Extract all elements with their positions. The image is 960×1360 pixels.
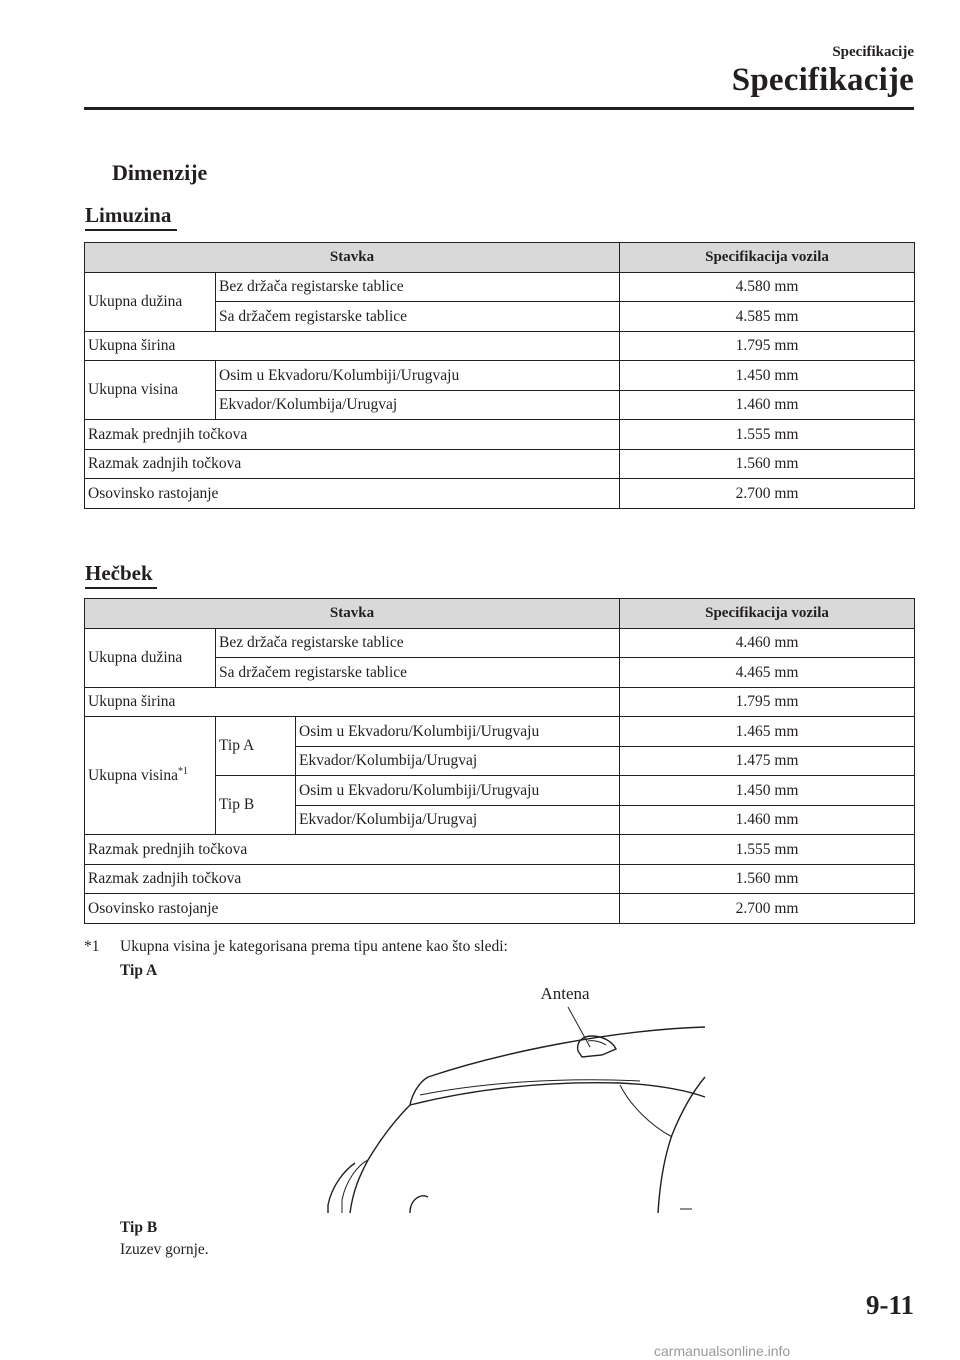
table-row — [85, 272, 915, 302]
footnote-ref: *1 — [177, 766, 188, 778]
spoiler-line — [410, 1083, 705, 1105]
table-header-row — [85, 599, 915, 629]
row-label: Razmak zadnjih točkova — [85, 449, 620, 479]
row-value: 1.460 mm — [620, 805, 915, 835]
row-label: Osovinsko rastojanje — [85, 479, 620, 509]
row-value: 1.560 mm — [620, 449, 915, 479]
row-label — [85, 717, 216, 835]
row-value: 1.560 mm — [620, 864, 915, 894]
table-row — [85, 361, 915, 391]
col-header-item: Stavka — [85, 243, 620, 273]
row-value: 1.475 mm — [620, 746, 915, 776]
tip-b-description: Izuzev gornje. — [120, 1241, 209, 1258]
row-value: 1.460 mm — [620, 390, 915, 420]
running-header-title: Specifikacije — [731, 62, 914, 98]
row-sublabel: Osim u Ekvadoru/Kolumbiji/Urugvaju — [216, 361, 620, 391]
table-row — [85, 894, 915, 924]
table-row — [85, 628, 915, 658]
row-value: 2.700 mm — [620, 894, 915, 924]
row-sublabel: Osim u Ekvadoru/Kolumbiji/Urugvaju — [296, 717, 620, 747]
row-label: Ukupna širina — [85, 331, 620, 361]
footnote-text: Ukupna visina je kategorisana prema tipu antene kao što sledi: — [120, 938, 508, 955]
emblem-curve — [410, 1196, 428, 1213]
subsection-underline — [85, 229, 177, 231]
table-row — [85, 331, 915, 361]
row-value: 4.460 mm — [620, 628, 915, 658]
table-header-row — [85, 243, 915, 273]
antenna-illustration — [320, 985, 710, 1213]
height-label-text: Ukupna visina — [88, 767, 178, 785]
row-value: 4.465 mm — [620, 658, 915, 688]
row-value: 4.580 mm — [620, 272, 915, 302]
tip-b-cell: Tip B — [216, 776, 296, 835]
row-sublabel: Osim u Ekvadoru/Kolumbiji/Urugvaju — [296, 776, 620, 806]
subsection-underline — [85, 587, 157, 589]
row-sublabel: Bez držača registarske tablice — [216, 272, 620, 302]
row-value: 4.585 mm — [620, 302, 915, 332]
col-header-spec: Specifikacija vozila — [620, 243, 915, 273]
tip-b-label: Tip B — [120, 1219, 158, 1236]
subsection-title-limuzina: Limuzina — [85, 203, 172, 227]
row-sublabel: Sa držačem registarske tablice — [216, 302, 620, 332]
row-value: 1.795 mm — [620, 687, 915, 717]
row-sublabel: Ekvador/Kolumbija/Urugvaj — [296, 805, 620, 835]
row-label: Osovinsko rastojanje — [85, 894, 620, 924]
running-header-small: Specifikacije — [832, 44, 914, 60]
row-sublabel: Ekvador/Kolumbija/Urugvaj — [296, 746, 620, 776]
tail-light-line — [620, 1085, 672, 1137]
row-label: Ukupna visina — [85, 361, 216, 420]
row-sublabel: Sa držačem registarske tablice — [216, 658, 620, 688]
row-label: Razmak zadnjih točkova — [85, 864, 620, 894]
roof-line — [428, 1027, 705, 1077]
row-label: Ukupna dužina — [85, 628, 216, 687]
table-row — [85, 835, 915, 865]
col-header-item: Stavka — [85, 599, 620, 629]
antenna-detail — [588, 1041, 606, 1045]
row-value: 2.700 mm — [620, 479, 915, 509]
row-label: Razmak prednjih točkova — [85, 420, 620, 450]
row-value: 1.465 mm — [620, 717, 915, 747]
rear-window-left-edge — [350, 1105, 410, 1213]
header-rule — [84, 107, 914, 110]
table-row — [85, 687, 915, 717]
col-header-spec: Specifikacija vozila — [620, 599, 915, 629]
section-title: Dimenzije — [112, 160, 208, 185]
row-value: 1.555 mm — [620, 420, 915, 450]
subsection-title-hecbek: Hečbek — [85, 561, 153, 585]
table-row — [85, 479, 915, 509]
rear-body-right-edge — [658, 1077, 705, 1213]
table-row — [85, 420, 915, 450]
spoiler-inner-line — [420, 1080, 640, 1095]
watermark: carmanualsonline.info — [654, 1343, 791, 1359]
table-row — [85, 717, 915, 747]
row-value: 1.450 mm — [620, 361, 915, 391]
page-number: 9-11 — [865, 1290, 914, 1320]
row-value: 1.450 mm — [620, 776, 915, 806]
row-label: Ukupna širina — [85, 687, 620, 717]
limuzina-spec-table — [84, 242, 915, 509]
table-row — [85, 449, 915, 479]
row-label: Razmak prednjih točkova — [85, 835, 620, 865]
hecbek-spec-table — [84, 598, 915, 924]
row-label: Ukupna dužina — [85, 272, 216, 331]
row-value: 1.795 mm — [620, 331, 915, 361]
tip-a-cell: Tip A — [216, 717, 296, 776]
antenna-label: Antena — [540, 985, 590, 1003]
tip-a-label: Tip A — [120, 962, 158, 979]
row-value: 1.555 mm — [620, 835, 915, 865]
footnote-mark: *1 — [84, 938, 100, 955]
row-sublabel: Bez držača registarske tablice — [216, 628, 620, 658]
table-row — [85, 864, 915, 894]
row-sublabel: Ekvador/Kolumbija/Urugvaj — [216, 390, 620, 420]
